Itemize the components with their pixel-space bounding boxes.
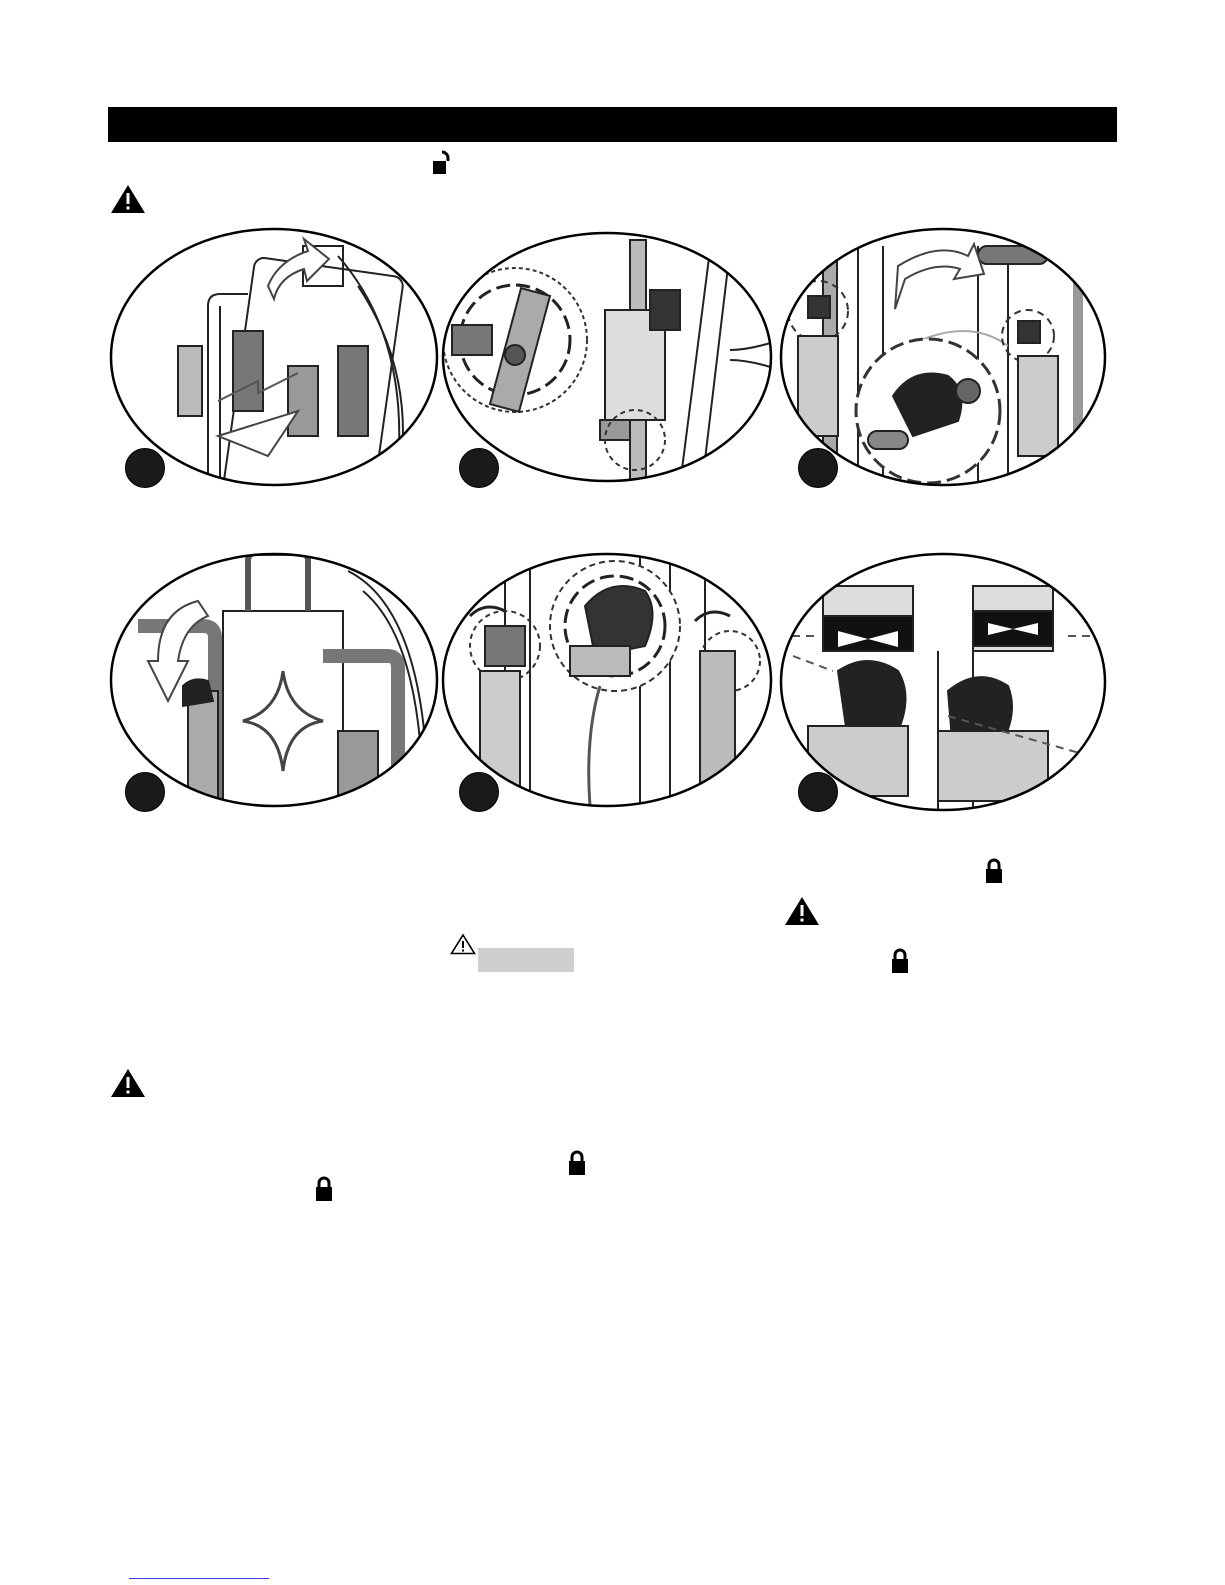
lock-icon bbox=[891, 948, 909, 974]
step-badge-1 bbox=[125, 448, 165, 488]
footer-link-underline[interactable] bbox=[129, 1578, 269, 1579]
warning-outline-icon bbox=[450, 933, 476, 955]
warning-icon bbox=[784, 896, 820, 926]
step-illustration-4 bbox=[108, 551, 440, 809]
unlock-icon bbox=[432, 150, 452, 176]
step-badge-3 bbox=[798, 448, 838, 488]
step-badge-4 bbox=[125, 772, 165, 812]
step-badge-5 bbox=[459, 772, 499, 812]
lock-icon bbox=[985, 858, 1003, 884]
step-badge-6 bbox=[798, 772, 838, 812]
step-illustration-2 bbox=[440, 230, 774, 485]
step-illustration-3 bbox=[778, 226, 1109, 488]
warning-icon bbox=[110, 1068, 146, 1098]
section-header-bar bbox=[108, 107, 1117, 142]
lock-icon bbox=[315, 1176, 333, 1202]
lock-icon bbox=[568, 1150, 586, 1176]
step-illustration-5 bbox=[440, 551, 774, 809]
step-illustration-1 bbox=[108, 226, 440, 488]
warning-icon bbox=[110, 184, 146, 214]
highlight-box bbox=[478, 948, 574, 972]
step-badge-2 bbox=[459, 448, 499, 488]
